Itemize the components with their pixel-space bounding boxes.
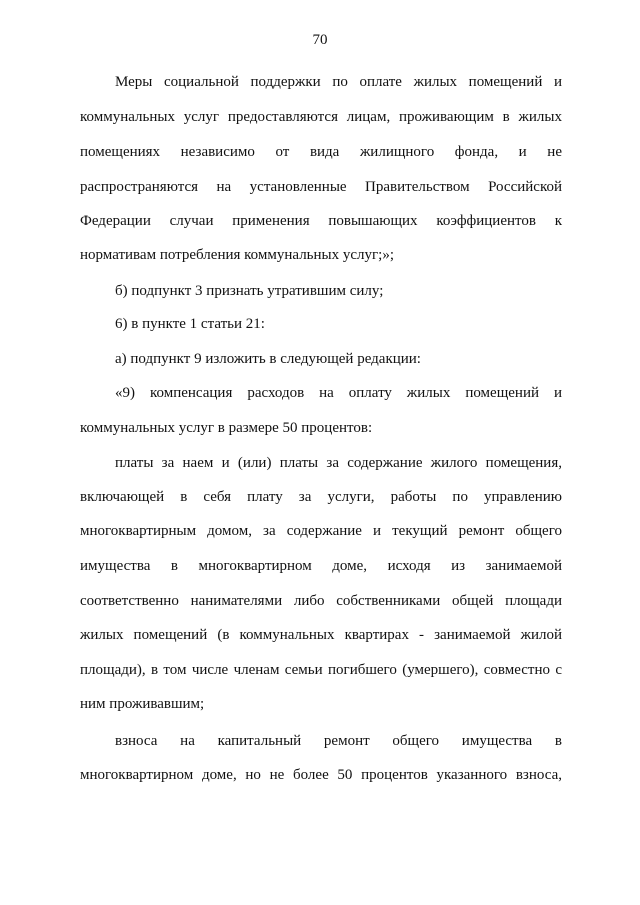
text-line: Федерации случаи применения повышающих коэффициентов к — [80, 213, 562, 229]
text-line: Меры социальной поддержки по оплате жилых помещений и — [115, 74, 562, 90]
page-number: 70 — [312, 32, 328, 48]
text-line: нормативам потребления коммунальных услуг;»; — [80, 247, 395, 263]
text-line: многоквартирном доме, но не более 50 процентов указанного взноса, — [80, 767, 562, 783]
text-line: ним проживавшим; — [80, 696, 205, 712]
text-line: помещениях независимо от вида жилищного фонда, и не — [80, 144, 562, 160]
text-line: коммунальных услуг в размере 50 процентов: — [80, 420, 373, 436]
text-line: взноса на капитальный ремонт общего имущества в — [115, 733, 562, 749]
text-line: б) подпункт 3 признать утратившим силу; — [115, 283, 384, 299]
text-line: имущества в многоквартирном доме, исходя из занимаемой — [80, 558, 562, 574]
text-line: многоквартирным домом, за содержание и текущий ремонт общего — [80, 523, 562, 539]
text-line: площади), в том числе членам семьи погибшего (умершего), совместно с — [80, 662, 562, 678]
text-line: «9) компенсация расходов на оплату жилых помещений и — [115, 385, 562, 401]
text-line: соответственно нанимателями либо собственниками общей площади — [80, 593, 562, 609]
text-line: жилых помещений (в коммунальных квартирах - занимаемой жилой — [80, 627, 562, 643]
text-line: 6) в пункте 1 статьи 21: — [115, 316, 265, 332]
text-line: коммунальных услуг предоставляются лицам, проживающим в жилых — [80, 109, 562, 125]
text-line: включающей в себя плату за услуги, работы по управлению — [80, 489, 562, 505]
text-line: распространяются на установленные Правительством Российской — [80, 179, 562, 195]
text-line: платы за наем и (или) платы за содержание жилого помещения, — [115, 455, 562, 471]
text-line: а) подпункт 9 изложить в следующей редакции: — [115, 351, 421, 367]
